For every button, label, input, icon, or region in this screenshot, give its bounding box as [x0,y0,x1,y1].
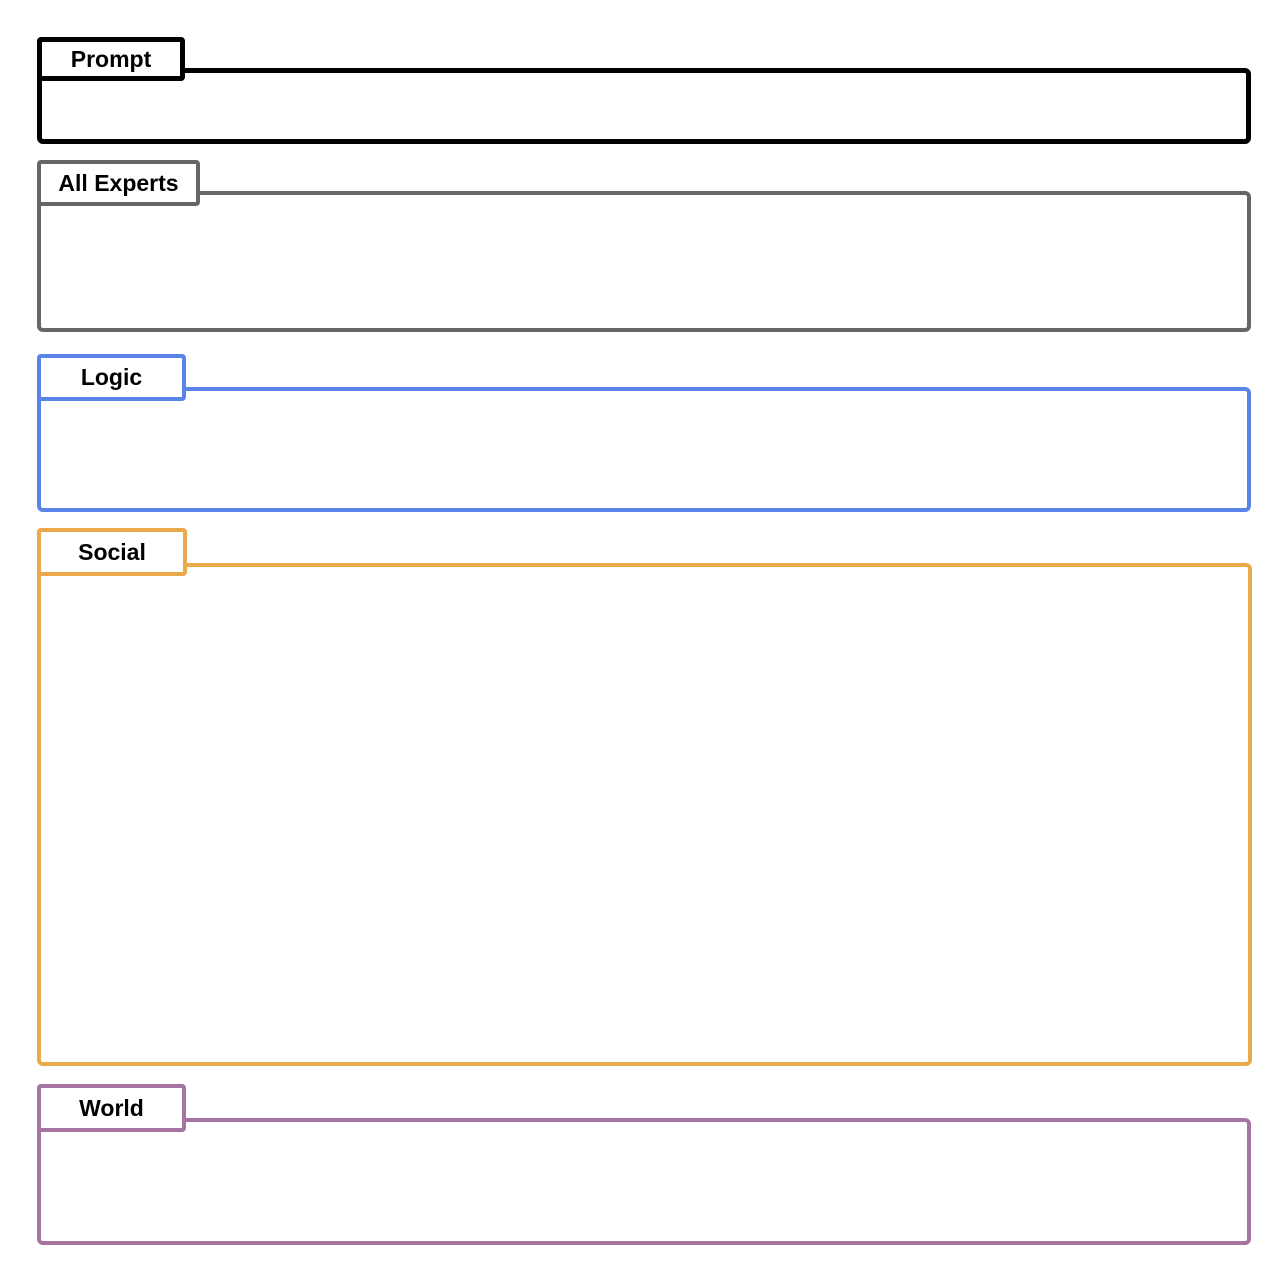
prompt-label: Prompt [37,37,185,81]
social-box [37,563,1252,1066]
world-label: World [37,1084,186,1132]
social-label: Social [37,528,187,576]
prompt-box [37,68,1251,144]
logic-label: Logic [37,354,186,401]
logic-box [37,387,1251,512]
all-experts-label: All Experts [37,160,200,206]
world-box [37,1118,1251,1245]
all-experts-box [37,191,1251,332]
